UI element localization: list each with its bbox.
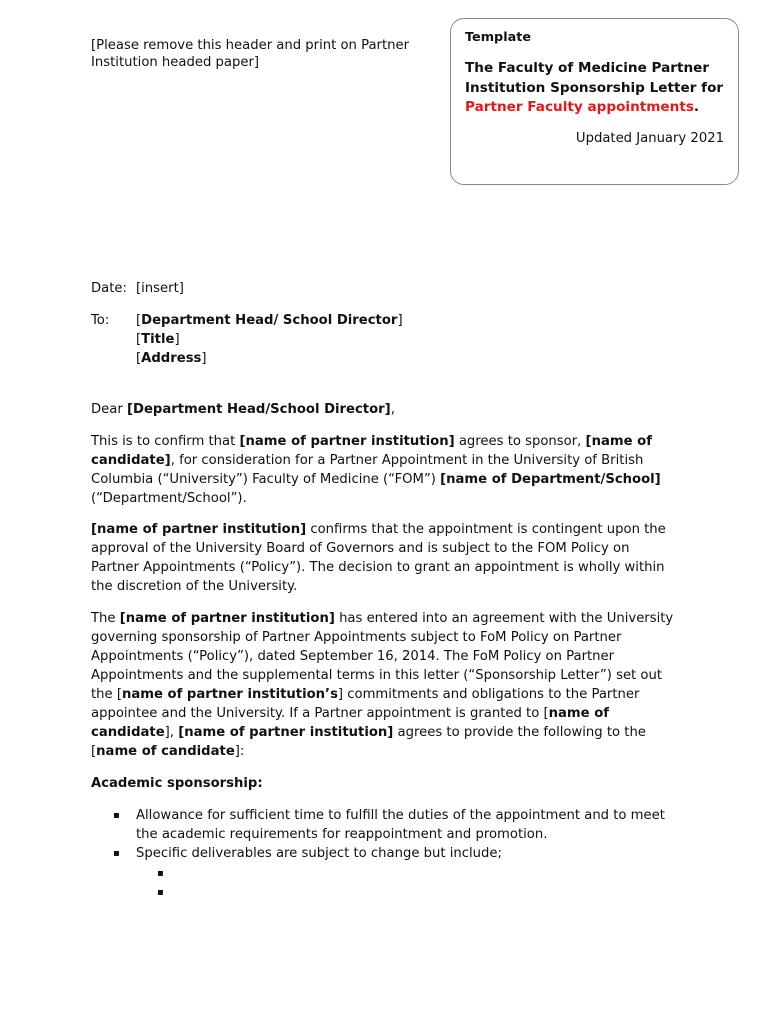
to-label: To: bbox=[91, 313, 110, 328]
text: agrees to sponsor, bbox=[454, 434, 586, 449]
placeholder-candidate: name of candidate bbox=[96, 744, 235, 759]
recipient-title: Title bbox=[141, 332, 175, 347]
paragraph-contingency bbox=[91, 520, 681, 596]
list-item bbox=[91, 806, 681, 844]
text: agrees to provide the following to the [ bbox=[91, 725, 646, 759]
template-title-highlight: Partner Faculty appointments bbox=[465, 99, 694, 115]
recipient-name-line bbox=[136, 311, 403, 330]
square-bullet-icon: ▪ bbox=[157, 887, 164, 898]
placeholder-institution: [name of partner institution] bbox=[91, 522, 307, 537]
template-title-end: . bbox=[693, 99, 700, 115]
template-title-text: The Faculty of Medicine Partner Institution Sponsorship Letter for bbox=[465, 60, 724, 96]
header-note: [Please remove this header and print on Partner Institution headed paper] bbox=[91, 38, 410, 70]
bracket: [ bbox=[136, 332, 142, 347]
date-row bbox=[91, 279, 184, 298]
section-heading-academic-sponsorship: Academic sponsorship: bbox=[91, 776, 263, 791]
placeholder-department: [name of Department/School] bbox=[440, 472, 661, 487]
salutation-punct: , bbox=[390, 402, 395, 417]
text: has entered into an agreement with the University governing sponsorship of Partner Appointments subject to FoM Policy on Partner Appointments (“Policy”), dated September 16, 2014. The FoM Policy on Partner Appointments and the supplemental terms in this letter (“Sponsorship Letter”) set out the [ bbox=[91, 611, 674, 702]
recipient-lines bbox=[136, 311, 403, 368]
bracket: ] bbox=[201, 351, 207, 366]
text: The bbox=[91, 611, 120, 626]
bracket: ] bbox=[174, 332, 180, 347]
bracket: [ bbox=[136, 351, 142, 366]
bracket: [ bbox=[136, 313, 142, 328]
paragraph-confirmation bbox=[91, 432, 681, 508]
placeholder-institution-possessive: name of partner institution’s bbox=[121, 687, 338, 702]
template-label: Template bbox=[465, 30, 532, 45]
recipient-address: Address bbox=[141, 351, 202, 366]
square-bullet-icon: ▪ bbox=[157, 868, 164, 879]
date-label: Date: bbox=[91, 281, 127, 296]
template-box bbox=[450, 18, 739, 185]
list-item-text: Specific deliverables are subject to change but include; bbox=[136, 846, 502, 861]
bracket: ] bbox=[397, 313, 403, 328]
sponsorship-bullet-list bbox=[91, 806, 681, 863]
text: , for consideration for a Partner Appointment in the University of British Columbia (“University”) Faculty of Medicine (“FOM”) bbox=[91, 453, 644, 487]
square-bullet-icon: ▪ bbox=[113, 810, 120, 821]
list-item bbox=[91, 844, 681, 863]
text: confirms that the appointment is contingent upon the approval of the University Board of Governors and is subject to the FOM Policy on Partner Appointments (“Policy”). The decision to grant an appointment is wholly within the discretion of the University. bbox=[91, 522, 666, 594]
recipient-address-line bbox=[136, 349, 403, 368]
placeholder-candidate: name of candidate bbox=[91, 706, 610, 740]
salutation bbox=[91, 400, 395, 419]
placeholder-candidate: [name of candidate] bbox=[91, 434, 652, 468]
template-updated-date: Updated January 2021 bbox=[575, 130, 724, 146]
salutation-text: Dear bbox=[91, 402, 127, 417]
text: This is to confirm that bbox=[91, 434, 240, 449]
recipient-block bbox=[91, 311, 403, 366]
list-item-text: Allowance for sufficient time to fulfill the duties of the appointment and to meet the academic requirements for reappointment and promotion. bbox=[136, 808, 665, 842]
salutation-recipient: [Department Head/School Director] bbox=[126, 402, 391, 417]
recipient-name: Department Head/ School Director bbox=[141, 313, 398, 328]
text: ] commitments and obligations to the Partner appointee and the University. If a Partner appointment is granted to [ bbox=[91, 687, 640, 721]
text: (“Department/School”). bbox=[91, 491, 247, 506]
recipient-title-line bbox=[136, 330, 403, 349]
paragraph-agreement bbox=[91, 609, 681, 761]
square-bullet-icon: ▪ bbox=[113, 848, 120, 859]
text: ]: bbox=[234, 744, 245, 759]
text: ], bbox=[164, 725, 179, 740]
placeholder-institution: [name of partner institution] bbox=[119, 611, 335, 626]
placeholder-institution: [name of partner institution] bbox=[178, 725, 394, 740]
template-title bbox=[465, 59, 724, 118]
placeholder-institution: [name of partner institution] bbox=[239, 434, 455, 449]
date-value: [insert] bbox=[136, 281, 184, 296]
